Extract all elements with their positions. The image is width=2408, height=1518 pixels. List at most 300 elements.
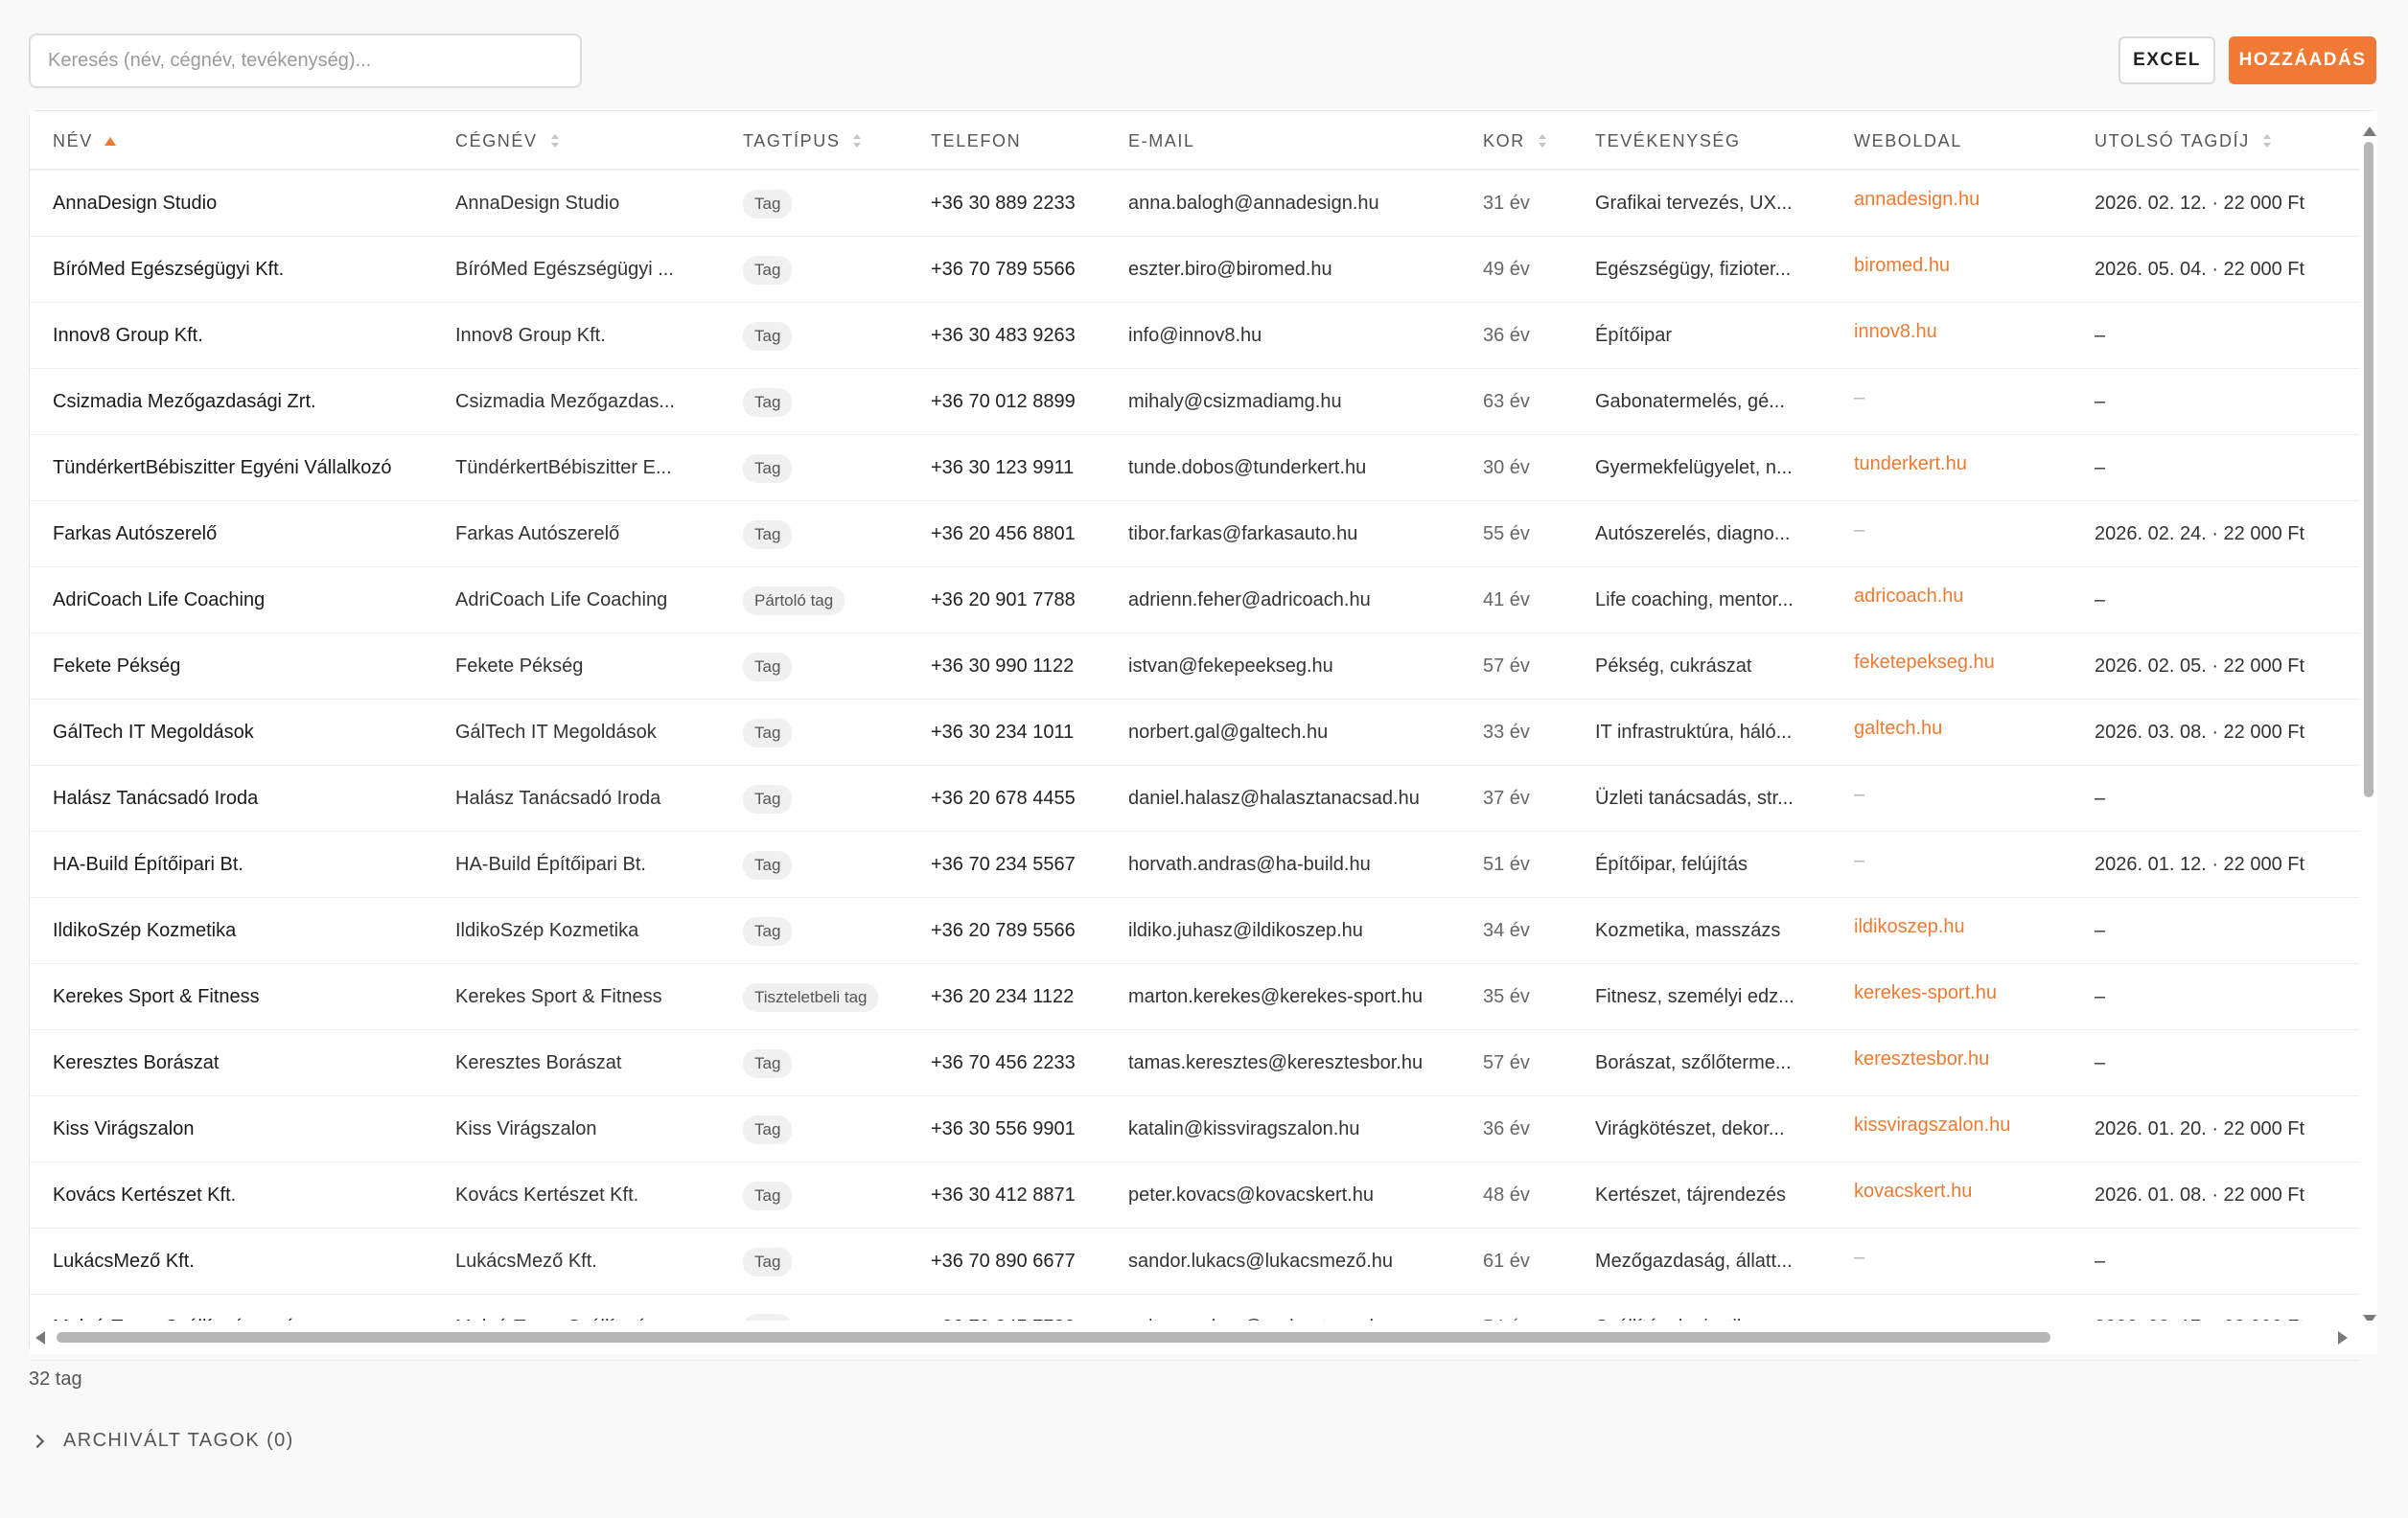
cell-phone	[931, 1162, 1113, 1229]
website-link[interactable]: biromed.hu	[1854, 255, 1951, 276]
cell-website-text: –	[1854, 850, 1865, 871]
cell-age-text: 55 év	[1483, 523, 1530, 544]
cell-company	[455, 832, 719, 898]
cell-age-text: 34 év	[1483, 920, 1530, 941]
cell-phone	[931, 700, 1113, 766]
cell-name-text: TündérkertBébiszitter Egyéni Vállalkozó	[53, 457, 392, 478]
sort-icon	[551, 134, 559, 148]
cell-phone-text: +36 20 456 8801	[931, 523, 1076, 544]
cell-age-text: 31 év	[1483, 193, 1530, 214]
cell-phone	[931, 1229, 1113, 1295]
column-label: TAGTÍPUS	[743, 130, 841, 150]
cell-company	[455, 303, 719, 369]
cell-company-text: AnnaDesign Studio	[455, 193, 620, 214]
cell-last-fee	[2095, 1096, 2359, 1162]
cell-age	[1483, 237, 1579, 303]
cell-type	[743, 1096, 915, 1162]
cell-age-text: 41 év	[1483, 589, 1530, 610]
cell-company-text: Kerekes Sport & Fitness	[455, 986, 662, 1007]
cell-last-fee-text: –	[2095, 986, 2106, 1007]
members-table	[29, 110, 2376, 1353]
cell-company-text: HA-Build Építőipari Bt.	[455, 854, 646, 875]
cell-last-fee	[2095, 633, 2359, 700]
cell-phone	[931, 633, 1113, 700]
cell-name-text: Kiss Virágszalon	[53, 1118, 195, 1139]
cell-company	[455, 700, 719, 766]
cell-last-fee-text: –	[2095, 788, 2106, 809]
cell-age	[1483, 567, 1579, 633]
cell-last-fee-text: 2026. 02. 12. · 22 000 Ft	[2095, 193, 2305, 214]
cell-company-text: AdriCoach Life Coaching	[455, 589, 668, 610]
cell-phone	[931, 898, 1113, 964]
cell-last-fee	[2095, 567, 2359, 633]
cell-activity	[1595, 567, 1812, 633]
cell-company	[455, 1096, 719, 1162]
cell-email	[1128, 700, 1473, 766]
horizontal-scroll-thumb[interactable]	[57, 1332, 2050, 1343]
column-header-type[interactable]	[743, 111, 861, 171]
cell-company-text: Farkas Autószerelő	[455, 523, 620, 544]
cell-email	[1128, 369, 1473, 435]
cell-phone-text: +36 30 412 8871	[931, 1184, 1076, 1206]
cell-name-text: AnnaDesign Studio	[53, 193, 218, 214]
website-link[interactable]: galtech.hu	[1854, 718, 1943, 739]
cell-last-fee-text: –	[2095, 325, 2106, 346]
cell-name	[53, 832, 436, 898]
cell-name-text: Csizmadia Mezőgazdasági Zrt.	[53, 391, 316, 412]
column-label: NÉV	[53, 130, 93, 150]
cell-age	[1483, 435, 1579, 501]
cell-company	[455, 898, 719, 964]
cell-activity	[1595, 171, 1812, 237]
cell-name	[53, 501, 436, 567]
cell-website[interactable]	[1854, 1159, 2084, 1225]
cell-email	[1128, 832, 1473, 898]
cell-age	[1483, 303, 1579, 369]
cell-name	[53, 700, 436, 766]
website-link[interactable]: kerekes-sport.hu	[1854, 982, 1997, 1003]
column-label: TEVÉKENYSÉG	[1595, 130, 1741, 150]
cell-website[interactable]	[1854, 431, 2084, 497]
website-link[interactable]: innov8.hu	[1854, 321, 1937, 342]
cell-phone	[931, 501, 1113, 567]
cell-type	[743, 832, 915, 898]
cell-last-fee-text: –	[2095, 589, 2106, 610]
table-row[interactable]	[30, 832, 2359, 898]
excel-export-button[interactable]: EXCEL	[2119, 36, 2215, 84]
vertical-scroll-thumb[interactable]	[2364, 142, 2373, 797]
cell-type	[743, 237, 915, 303]
column-header-phone	[931, 111, 1021, 171]
cell-age	[1483, 1229, 1579, 1295]
cell-age	[1483, 832, 1579, 898]
member-type-badge: Tag	[743, 719, 792, 748]
cell-email	[1128, 633, 1473, 700]
cell-email-text: anna.balogh@annadesign.hu	[1128, 193, 1379, 214]
cell-phone-text: +36 70 234 5567	[931, 854, 1076, 875]
table-row[interactable]	[30, 633, 2359, 700]
scroll-left-arrow-icon[interactable]	[35, 1331, 45, 1345]
cell-email	[1128, 1229, 1473, 1295]
cell-last-fee-text: –	[2095, 457, 2106, 478]
cell-email	[1128, 237, 1473, 303]
cell-company	[455, 567, 719, 633]
cell-name-text: HA-Build Építőipari Bt.	[53, 854, 243, 875]
column-header-name[interactable]	[53, 111, 116, 171]
cell-age	[1483, 700, 1579, 766]
cell-website[interactable]	[1854, 564, 2084, 630]
cell-company-text: TündérkertBébiszitter E...	[455, 457, 672, 478]
cell-activity	[1595, 237, 1812, 303]
cell-age-text: 35 év	[1483, 986, 1530, 1007]
cell-activity	[1595, 1162, 1812, 1229]
website-link[interactable]: adricoach.hu	[1854, 586, 1964, 607]
add-member-button[interactable]: HOZZÁADÁS	[2229, 36, 2376, 84]
table-row[interactable]	[30, 700, 2359, 766]
cell-company-text: Kovács Kertészet Kft.	[455, 1184, 639, 1206]
cell-name-text: Innov8 Group Kft.	[53, 325, 203, 346]
cell-email	[1128, 435, 1473, 501]
cell-phone-text: +36 70 890 6677	[931, 1251, 1076, 1272]
website-link[interactable]: feketepekseg.hu	[1854, 652, 1995, 673]
cell-email-text: mihaly@csizmadiamg.hu	[1128, 391, 1342, 412]
cell-age-text: 37 év	[1483, 788, 1530, 809]
cell-last-fee-text: –	[2095, 1052, 2106, 1073]
cell-website	[1854, 365, 2084, 431]
cell-last-fee-text: –	[2095, 1251, 2106, 1272]
cell-age-text: 57 év	[1483, 656, 1530, 677]
cell-company	[455, 1162, 719, 1229]
cell-activity	[1595, 369, 1812, 435]
website-link[interactable]: annadesign.hu	[1854, 189, 1980, 210]
cell-name	[53, 1030, 436, 1096]
cell-phone	[931, 1096, 1113, 1162]
cell-last-fee-text: 2026. 01. 08. · 22 000 Ft	[2095, 1184, 2305, 1206]
cell-activity	[1595, 303, 1812, 369]
cell-name	[53, 435, 436, 501]
cell-email	[1128, 1162, 1473, 1229]
column-label: KOR	[1483, 130, 1525, 150]
cell-phone-text: +36 30 556 9901	[931, 1118, 1076, 1139]
table-row[interactable]	[30, 766, 2359, 832]
cell-last-fee	[2095, 303, 2359, 369]
table-row[interactable]	[30, 237, 2359, 303]
cell-email-text: katalin@kissviragszalon.hu	[1128, 1118, 1360, 1139]
cell-last-fee-text: 2026. 01. 20. · 22 000 Ft	[2095, 1118, 2305, 1139]
cell-activity-text: Egészségügy, fizioter...	[1595, 259, 1792, 280]
cell-age	[1483, 1030, 1579, 1096]
cell-age-text: 49 év	[1483, 259, 1530, 280]
column-label: TELEFON	[931, 130, 1022, 150]
member-type-badge: Tag	[743, 1116, 792, 1144]
cell-phone	[931, 964, 1113, 1030]
search-input[interactable]	[29, 34, 582, 88]
cell-type	[743, 964, 915, 1030]
member-type-badge: Tag	[743, 190, 792, 218]
cell-age	[1483, 171, 1579, 237]
cell-phone	[931, 303, 1113, 369]
cell-company-text: Innov8 Group Kft.	[455, 325, 606, 346]
cell-age	[1483, 898, 1579, 964]
cell-company	[455, 369, 719, 435]
cell-website-text: –	[1854, 387, 1865, 408]
cell-name-text: GálTech IT Megoldások	[53, 722, 254, 743]
cell-phone-text: +36 20 234 1122	[931, 986, 1075, 1007]
cell-age	[1483, 369, 1579, 435]
cell-company	[455, 435, 719, 501]
cell-age	[1483, 766, 1579, 832]
cell-company-text: Halász Tanácsadó Iroda	[455, 788, 661, 809]
cell-email	[1128, 303, 1473, 369]
cell-website	[1854, 828, 2084, 894]
cell-email	[1128, 898, 1473, 964]
cell-email	[1128, 1030, 1473, 1096]
cell-phone	[931, 237, 1113, 303]
table-row[interactable]	[30, 1030, 2359, 1096]
table-row[interactable]	[30, 501, 2359, 567]
website-link[interactable]: keresztesbor.hu	[1854, 1048, 1990, 1070]
member-type-badge: Tag	[743, 785, 792, 814]
cell-activity-text: Mezőgazdaság, állatt...	[1595, 1251, 1793, 1272]
cell-email	[1128, 766, 1473, 832]
cell-last-fee	[2095, 1030, 2359, 1096]
cell-email-text: marton.kerekes@kerekes-sport.hu	[1128, 986, 1424, 1007]
scroll-up-arrow-icon[interactable]	[2363, 126, 2376, 136]
table-body	[30, 171, 2359, 1321]
cell-name	[53, 303, 436, 369]
column-header-age[interactable]	[1483, 111, 1546, 171]
column-label: WEBOLDAL	[1854, 130, 1962, 150]
cell-activity-text: Kertészet, tájrendezés	[1595, 1184, 1786, 1206]
member-type-badge: Tag	[743, 1182, 792, 1210]
cell-name-text: IldikoSzép Kozmetika	[53, 920, 237, 941]
column-header-email	[1128, 111, 1195, 171]
member-type-badge: Tag	[743, 322, 792, 351]
cell-name	[53, 369, 436, 435]
cell-last-fee	[2095, 435, 2359, 501]
cell-last-fee-text: –	[2095, 920, 2106, 941]
cell-activity-text: Fitnesz, személyi edz...	[1595, 986, 1794, 1007]
cell-age	[1483, 1162, 1579, 1229]
cell-website[interactable]	[1854, 696, 2084, 762]
cell-activity-text: Grafikai tervezés, UX...	[1595, 193, 1793, 214]
cell-website[interactable]	[1854, 167, 2084, 233]
cell-age-text: 61 év	[1483, 1251, 1530, 1272]
column-label: UTOLSÓ TAGDÍJ	[2095, 130, 2250, 150]
cell-last-fee	[2095, 964, 2359, 1030]
member-type-badge: Tag	[743, 256, 792, 285]
member-type-badge: Pártoló tag	[743, 586, 845, 615]
website-link[interactable]: kovacskert.hu	[1854, 1181, 1973, 1202]
cell-company	[455, 766, 719, 832]
cell-email	[1128, 567, 1473, 633]
cell-website[interactable]	[1854, 233, 2084, 299]
cell-type	[743, 1030, 915, 1096]
cell-company	[455, 171, 719, 237]
website-link[interactable]: kissviragszalon.hu	[1854, 1115, 2011, 1136]
table-row[interactable]	[30, 898, 2359, 964]
cell-website[interactable]	[1854, 1026, 2084, 1092]
cell-phone-text: +36 30 483 9263	[931, 325, 1076, 346]
cell-email-text: sandor.lukacs@lukacsmező.hu	[1128, 1251, 1393, 1272]
cell-type	[743, 303, 915, 369]
cell-website[interactable]	[1854, 299, 2084, 365]
cell-email-text: tibor.farkas@farkasauto.hu	[1128, 523, 1358, 544]
cell-name	[53, 766, 436, 832]
cell-company	[455, 237, 719, 303]
cell-type	[743, 171, 915, 237]
table-row[interactable]	[30, 435, 2359, 501]
cell-last-fee	[2095, 766, 2359, 832]
cell-email-text: istvan@fekepeekseg.hu	[1128, 656, 1333, 677]
cell-age-text: 63 év	[1483, 391, 1530, 412]
cell-activity	[1595, 1030, 1812, 1096]
cell-last-fee	[2095, 700, 2359, 766]
cell-last-fee	[2095, 369, 2359, 435]
cell-activity-text: Autószerelés, diagno...	[1595, 523, 1791, 544]
cell-activity-text: Üzleti tanácsadás, str...	[1595, 788, 1794, 809]
cell-email-text: info@innov8.hu	[1128, 325, 1262, 346]
website-link[interactable]: ildikoszep.hu	[1854, 916, 1965, 937]
cell-age-text: 48 év	[1483, 1184, 1530, 1206]
cell-phone-text: +36 30 234 1011	[931, 722, 1075, 743]
member-type-badge: Tag	[743, 388, 792, 417]
table-row[interactable]	[30, 369, 2359, 435]
cell-age-text: 33 év	[1483, 722, 1530, 743]
cell-activity-text: Borászat, szőlőterme...	[1595, 1052, 1792, 1073]
cell-type	[743, 369, 915, 435]
cell-phone	[931, 369, 1113, 435]
cell-last-fee-text: 2026. 02. 05. · 22 000 Ft	[2095, 656, 2305, 677]
cell-activity	[1595, 1096, 1812, 1162]
cell-type	[743, 766, 915, 832]
cell-type	[743, 435, 915, 501]
cell-activity	[1595, 501, 1812, 567]
cell-name	[53, 237, 436, 303]
cell-phone	[931, 171, 1113, 237]
cell-age	[1483, 964, 1579, 1030]
table-row[interactable]	[30, 964, 2359, 1030]
cell-company-text: Csizmadia Mezőgazdas...	[455, 391, 675, 412]
cell-phone-text: +36 70 789 5566	[931, 259, 1076, 280]
cell-age-text: 36 év	[1483, 325, 1530, 346]
column-header-website	[1854, 111, 1962, 171]
cell-name-text: Halász Tanácsadó Iroda	[53, 788, 259, 809]
cell-last-fee	[2095, 1162, 2359, 1229]
cell-name	[53, 898, 436, 964]
cell-last-fee	[2095, 898, 2359, 964]
archived-members-toggle[interactable]	[33, 1430, 294, 1452]
table-row[interactable]	[30, 171, 2359, 237]
cell-type	[743, 633, 915, 700]
cell-phone-text: +36 70 456 2233	[931, 1052, 1076, 1073]
cell-company-text: LukácsMező Kft.	[455, 1251, 597, 1272]
cell-name	[53, 1096, 436, 1162]
cell-website[interactable]	[1854, 1092, 2084, 1159]
column-header-company[interactable]	[455, 111, 559, 171]
cell-age	[1483, 633, 1579, 700]
sort-ascending-icon	[104, 137, 116, 146]
archived-members-label: ARCHIVÁLT TAGOK (0)	[63, 1430, 294, 1451]
cell-website-text: –	[1854, 784, 1865, 805]
column-header-activity	[1595, 111, 1741, 171]
table-row[interactable]	[30, 1096, 2359, 1162]
table-row[interactable]	[30, 303, 2359, 369]
cell-email-text: horvath.andras@ha-build.hu	[1128, 854, 1371, 875]
sort-icon	[1539, 134, 1546, 148]
cell-age	[1483, 501, 1579, 567]
cell-email	[1128, 171, 1473, 237]
cell-activity-text: Építőipar, felújítás	[1595, 854, 1748, 875]
cell-type	[743, 1229, 915, 1295]
member-type-badge: Tiszteletbeli tag	[743, 983, 878, 1012]
horizontal-scrollbar[interactable]	[30, 1321, 2377, 1354]
cell-email	[1128, 501, 1473, 567]
cell-activity-text: Virágkötészet, dekor...	[1595, 1118, 1785, 1139]
cell-type	[743, 1162, 915, 1229]
cell-company-text: IldikoSzép Kozmetika	[455, 920, 639, 941]
table-header	[30, 111, 2359, 171]
sort-icon	[853, 134, 861, 148]
table-row[interactable]	[30, 1229, 2359, 1295]
cell-activity	[1595, 898, 1812, 964]
cell-email-text: peter.kovacs@kovacskert.hu	[1128, 1184, 1374, 1206]
website-link[interactable]: tunderkert.hu	[1854, 453, 1967, 474]
cell-name	[53, 1162, 436, 1229]
cell-name-text: Farkas Autószerelő	[53, 523, 218, 544]
cell-activity	[1595, 964, 1812, 1030]
column-header-fee[interactable]	[2095, 111, 2271, 171]
cell-name-text: Kovács Kertészet Kft.	[53, 1184, 237, 1206]
cell-phone-text: +36 20 678 4455	[931, 788, 1076, 809]
cell-company	[455, 1030, 719, 1096]
cell-phone	[931, 766, 1113, 832]
cell-activity	[1595, 1229, 1812, 1295]
cell-name	[53, 171, 436, 237]
cell-company	[455, 501, 719, 567]
cell-name	[53, 633, 436, 700]
chevron-right-icon	[31, 1434, 44, 1447]
member-type-badge: Tag	[743, 520, 792, 549]
cell-activity-text: Pékség, cukrászat	[1595, 656, 1752, 677]
table-row[interactable]	[30, 567, 2359, 633]
cell-email-text: tunde.dobos@tunderkert.hu	[1128, 457, 1367, 478]
vertical-scrollbar[interactable]	[2359, 111, 2377, 1321]
cell-type	[743, 700, 915, 766]
cell-email	[1128, 1096, 1473, 1162]
member-type-badge: Tag	[743, 1248, 792, 1276]
cell-type	[743, 501, 915, 567]
table-row[interactable]	[30, 1162, 2359, 1229]
cell-activity	[1595, 633, 1812, 700]
cell-email-text: norbert.gal@galtech.hu	[1128, 722, 1329, 743]
cell-company	[455, 1229, 719, 1295]
cell-last-fee	[2095, 832, 2359, 898]
scroll-right-arrow-icon[interactable]	[2338, 1331, 2348, 1345]
cell-activity	[1595, 832, 1812, 898]
cell-name-text: BíróMed Egészségügyi Kft.	[53, 259, 285, 280]
cell-last-fee	[2095, 1229, 2359, 1295]
cell-last-fee	[2095, 237, 2359, 303]
cell-age-text: 51 év	[1483, 854, 1530, 875]
cell-website[interactable]	[1854, 960, 2084, 1026]
cell-name	[53, 1229, 436, 1295]
cell-email-text: ildiko.juhasz@ildikoszep.hu	[1128, 920, 1363, 941]
cell-activity	[1595, 435, 1812, 501]
cell-website[interactable]	[1854, 894, 2084, 960]
cell-website[interactable]	[1854, 630, 2084, 696]
cell-type	[743, 567, 915, 633]
